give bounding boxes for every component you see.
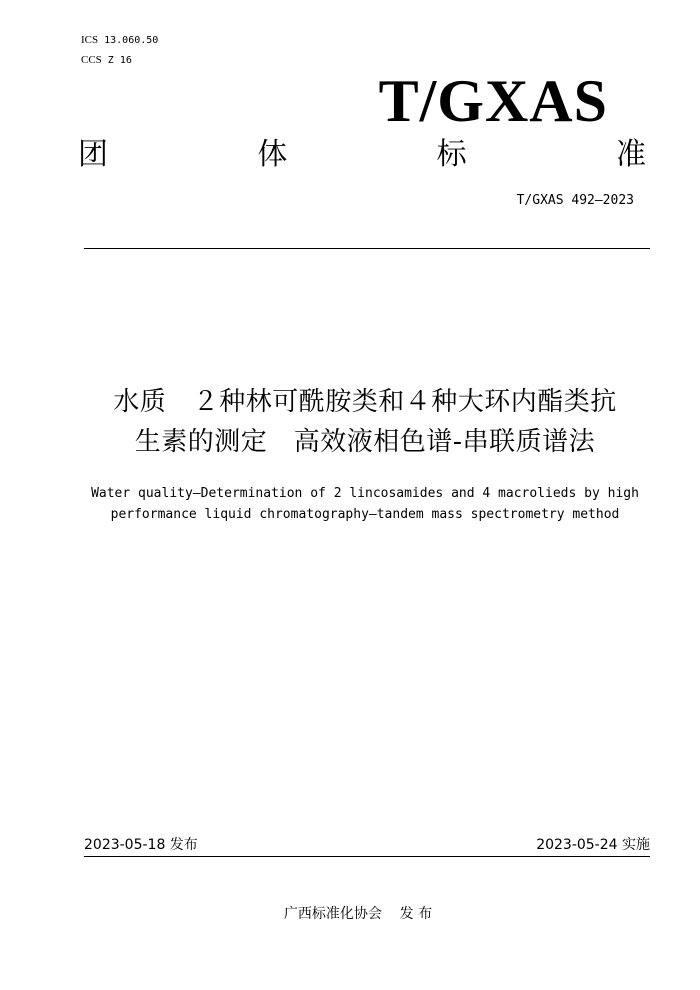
ics-label: ICS <box>81 34 99 46</box>
standard-type <box>78 135 646 175</box>
standard-number: T/GXAS 492—2023 <box>516 193 634 208</box>
standard-type-char: 体 <box>257 137 288 172</box>
ccs-code: Z 16 <box>107 55 132 66</box>
standard-type-char: 标 <box>436 137 467 172</box>
english-title-line: performance liquid chromatography—tandem mass spectrometry method <box>110 507 620 522</box>
publisher: 广西标准化协会 发 布 <box>283 906 433 922</box>
header-divider <box>84 248 650 249</box>
english-title <box>40 483 690 525</box>
english-title-line: Water quality—Determination of 2 lincosamides and 4 macrolieds by high <box>91 486 639 501</box>
ccs-label: CCS <box>81 54 102 66</box>
chinese-title-line: 生素的测定 高效液相色谱-串联质谱法 <box>134 427 596 457</box>
standard-type-char: 团 <box>78 137 108 172</box>
ccs-classification <box>81 53 132 68</box>
publish-date: 2023-05-18 发布 <box>84 837 198 853</box>
ics-code: 13.060.50 <box>104 35 159 46</box>
organization-logo: T/GXAS <box>378 68 608 134</box>
ics-classification <box>81 33 158 48</box>
chinese-title <box>40 382 690 462</box>
footer-divider <box>84 856 650 857</box>
chinese-title-line: 水质 ２种林可酰胺类和４种大环内酯类抗 <box>113 387 617 417</box>
standard-type-char: 准 <box>615 137 646 172</box>
implement-date: 2023-05-24 实施 <box>536 837 650 853</box>
